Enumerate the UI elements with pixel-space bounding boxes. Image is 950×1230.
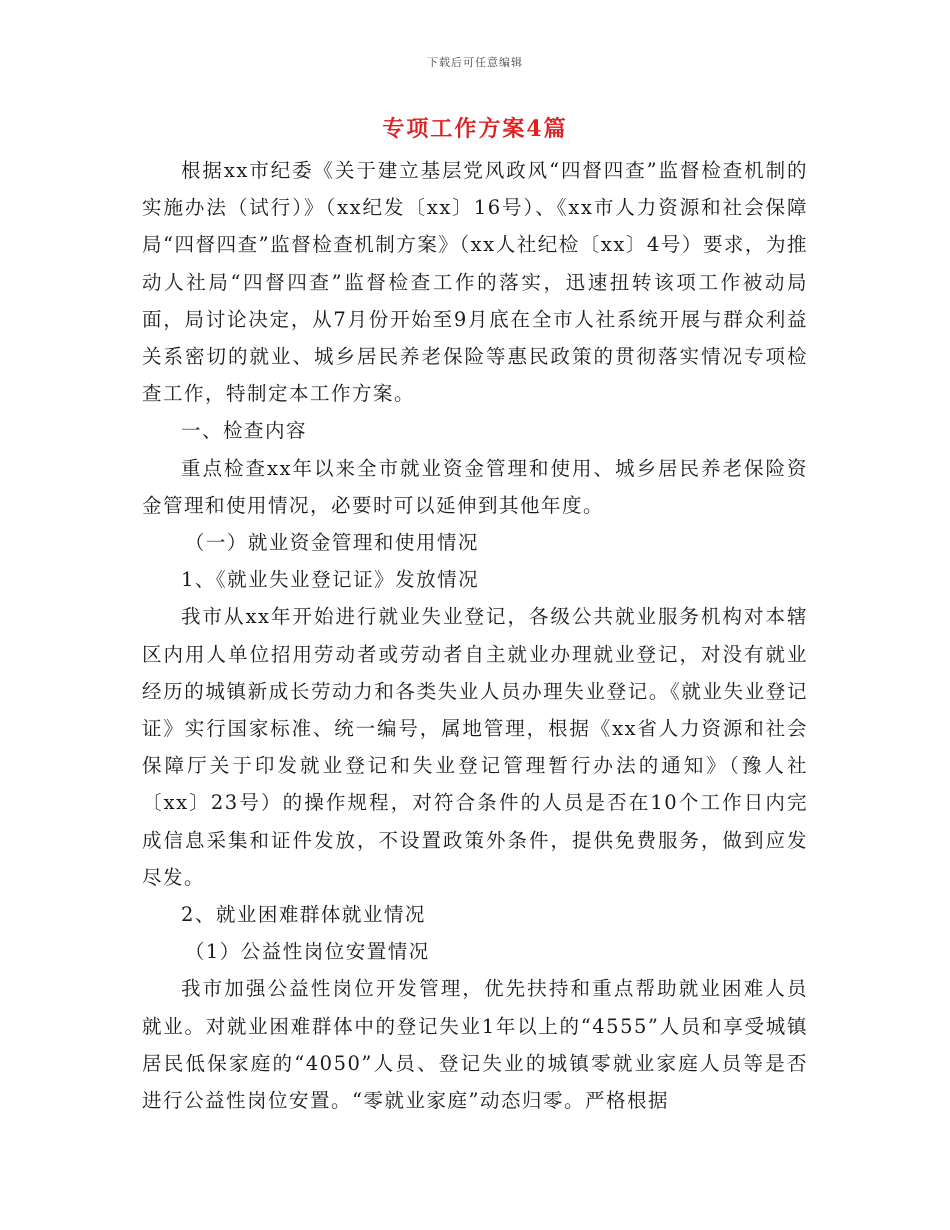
subsection-heading-1: （一）就业资金管理和使用情况 bbox=[184, 531, 479, 555]
paragraph-registration: 我市从xx年开始进行就业失业登记，各级公共就业服务机构对本辖区内用人单位招用劳动者或劳动者自主就业办理就业登记，对没有就业经历的城镇新成长劳动力和各类失业人员办理失业登记。《就业失业登记证》实行国家标准、统一编号，属地管理，根据《xx省人力资源和社会保障厅关于印发就业登记和失业登记管理暂行办法的通知》（豫人社〔xx〕23号）的操作规程，对符合条件的人员是否在10个工作日内完成信息采集和证件发放，不设置政策外条件，提供免费服务，做到应发尽发。 bbox=[142, 605, 808, 889]
item-heading-1: 1、《就业失业登记证》发放情况 bbox=[181, 568, 480, 592]
document-body bbox=[142, 152, 808, 1119]
item-heading-2: 2、就业困难群体就业情况 bbox=[181, 903, 426, 927]
paragraph-intro: 根据xx市纪委《关于建立基层党风政风“四督四查”监督检查机制的实施办法（试行）》（xx纪发〔xx〕16号）、《xx市人力资源和社会保障局“四督四查”监督检查机制方案》（xx人社纪检〔xx〕4号）要求，为推动人社局“四督四查”监督检查工作的落实，迅速扭转该项工作被动局面，局讨论决定，从7月份开始至9月底在全市人社系统开展与群众利益关系密切的就业、城乡居民养老保险等惠民政策的贯彻落实情况专项检查工作，特制定本工作方案。 bbox=[142, 159, 808, 406]
paragraph-public-posts: 我市加强公益性岗位开发管理，优先扶持和重点帮助就业困难人员就业。对就业困难群体中的登记失业1年以上的“4555”人员和享受城镇居民低保家庭的“4050”人员、登记失业的城镇零就业家庭人员等是否进行公益性岗位安置。“零就业家庭”动态归零。严格根据 bbox=[142, 977, 808, 1113]
document-title: 专项工作方案4篇 bbox=[382, 116, 568, 142]
paragraph-scope: 重点检查xx年以来全市就业资金管理和使用、城乡居民养老保险资金管理和使用情况，必要时可以延伸到其他年度。 bbox=[142, 456, 808, 517]
item-subheading-1: （1）公益性岗位安置情况 bbox=[184, 940, 430, 964]
header-note: 下载后可任意编辑 bbox=[427, 56, 523, 69]
section-heading-1: 一、检查内容 bbox=[181, 419, 308, 443]
